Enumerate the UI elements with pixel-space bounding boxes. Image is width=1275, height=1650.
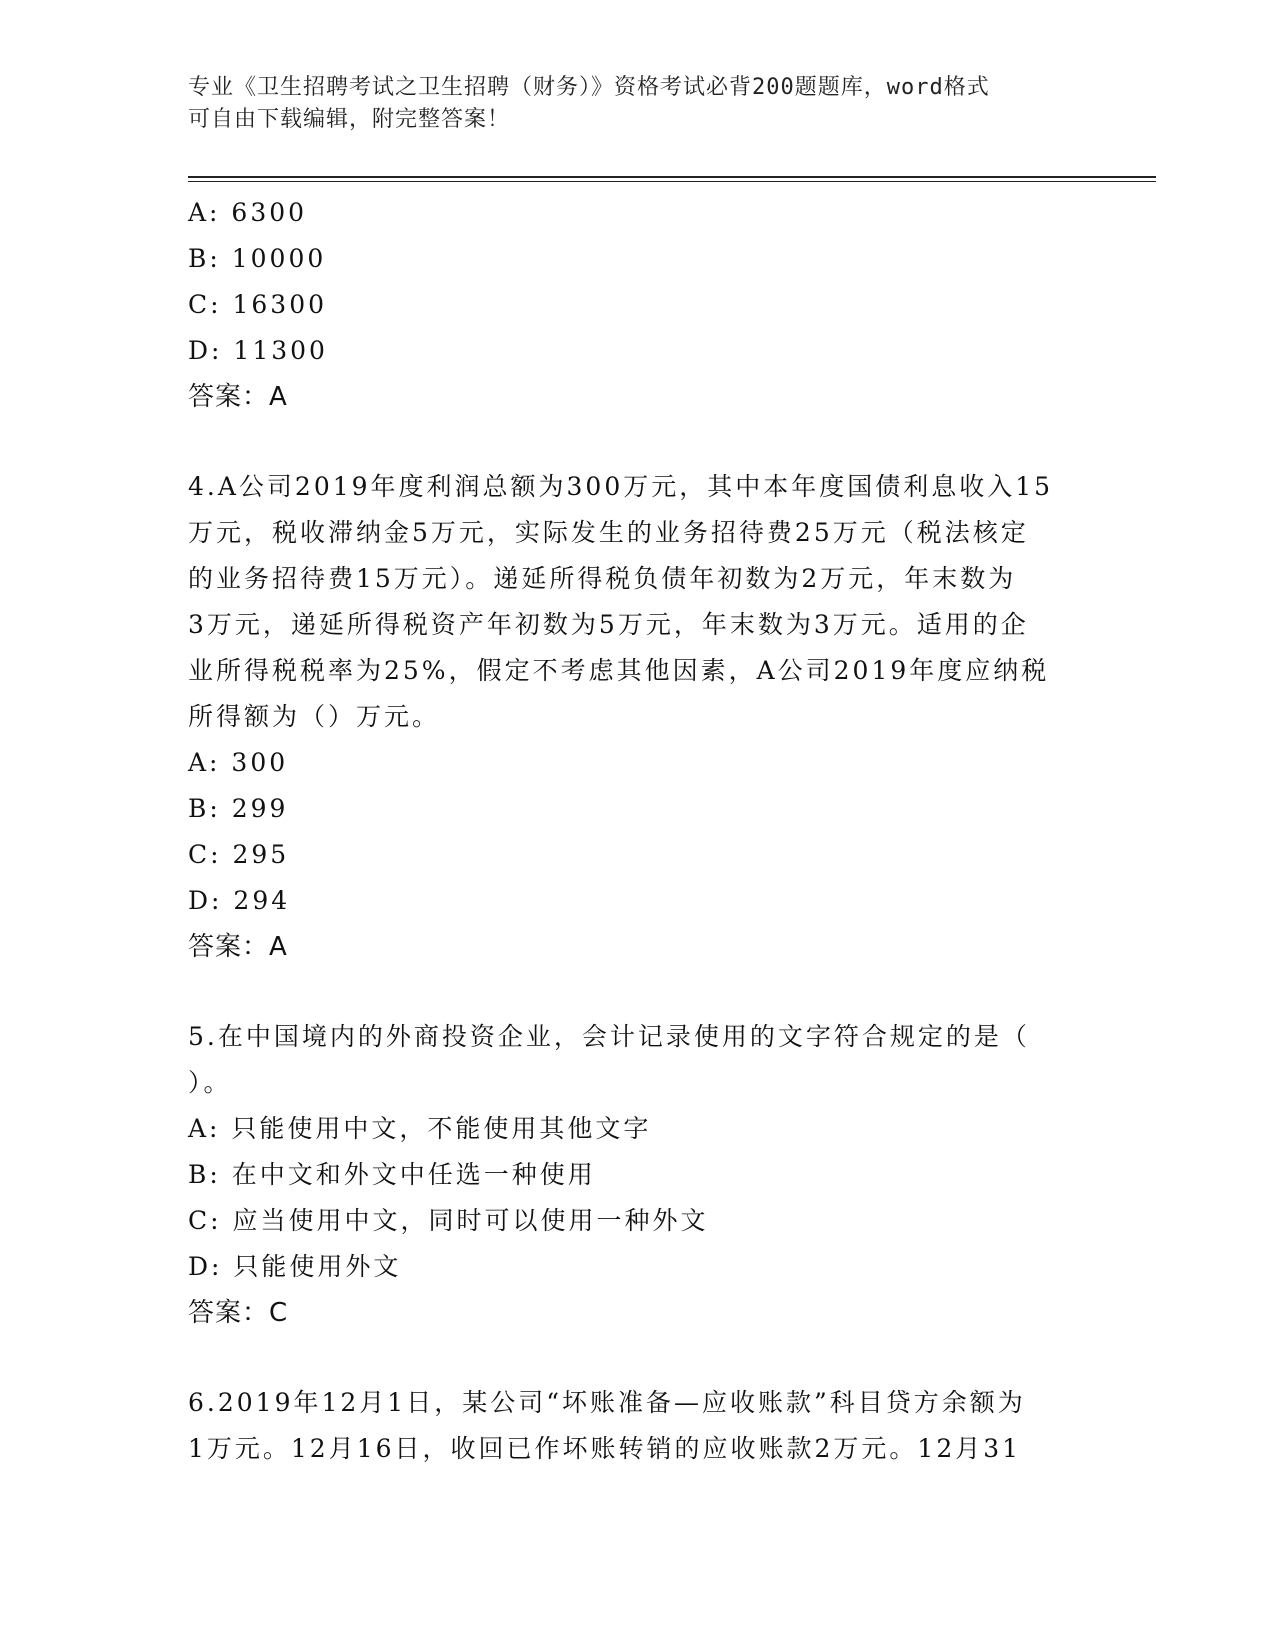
spacer (188, 1336, 1088, 1380)
option-d: D: 只能使用外文 (188, 1252, 402, 1281)
header-line-1: 专业《卫生招聘考试之卫生招聘（财务）》资格考试必背200题题库，word格式 (188, 75, 990, 100)
question-text-line: 4.A公司2019年度利润总额为300万元，其中本年度国债利息收入15 (188, 472, 1054, 501)
question-text-line: 6.2019年12月1日，某公司“坏账准备—应收账款”科目贷方余额为 (188, 1388, 1026, 1417)
header-divider-thin (188, 181, 1156, 182)
header-line-2: 可自由下载编辑，附完整答案！ (188, 107, 511, 132)
spacer (188, 420, 1088, 464)
question-4 (188, 464, 1088, 970)
question-6 (188, 1380, 1088, 1472)
document-body (188, 190, 1088, 1472)
question-text-line: 的业务招待费15万元）。递延所得税负债年初数为2万元，年末数为 (188, 564, 1017, 593)
option-b: B: 299 (188, 794, 289, 823)
question-text-line: 5.在中国境内的外商投资企业，会计记录使用的文字符合规定的是（ (188, 1022, 1030, 1051)
answer-line: 答案：C (188, 1298, 289, 1328)
spacer (188, 970, 1088, 1014)
question-text-line: 万元，税收滞纳金5万元，实际发生的业务招待费25万元（税法核定 (188, 518, 1029, 547)
question-5 (188, 1014, 1088, 1336)
question-text-line: ）。 (188, 1068, 232, 1097)
option-d: D: 294 (188, 886, 291, 915)
option-a: A: 300 (188, 748, 289, 777)
document-header (188, 72, 1088, 136)
option-b: B: 10000 (188, 244, 327, 273)
header-divider (188, 176, 1156, 178)
option-b: B: 在中文和外文中任选一种使用 (188, 1160, 596, 1189)
option-a: A: 只能使用中文，不能使用其他文字 (188, 1114, 652, 1143)
question-text-line: 所得额为（）万元。 (188, 702, 441, 731)
answer-line: 答案：A (188, 382, 288, 412)
question-text-line: 1万元。12月16日，收回已作坏账转销的应收账款2万元。12月31 (188, 1434, 1022, 1463)
option-c: C: 295 (188, 840, 290, 869)
question-3 (188, 190, 1088, 420)
question-text-line: 3万元，递延所得税资产年初数为5万元，年末数为3万元。适用的企 (188, 610, 1029, 639)
option-d: D: 11300 (188, 336, 328, 365)
option-a: A: 6300 (188, 198, 308, 227)
option-c: C: 应当使用中文，同时可以使用一种外文 (188, 1206, 709, 1235)
option-c: C: 16300 (188, 290, 328, 319)
question-text-line: 业所得税税率为25%，假定不考虑其他因素，A公司2019年度应纳税 (188, 656, 1050, 685)
answer-line: 答案：A (188, 932, 288, 962)
